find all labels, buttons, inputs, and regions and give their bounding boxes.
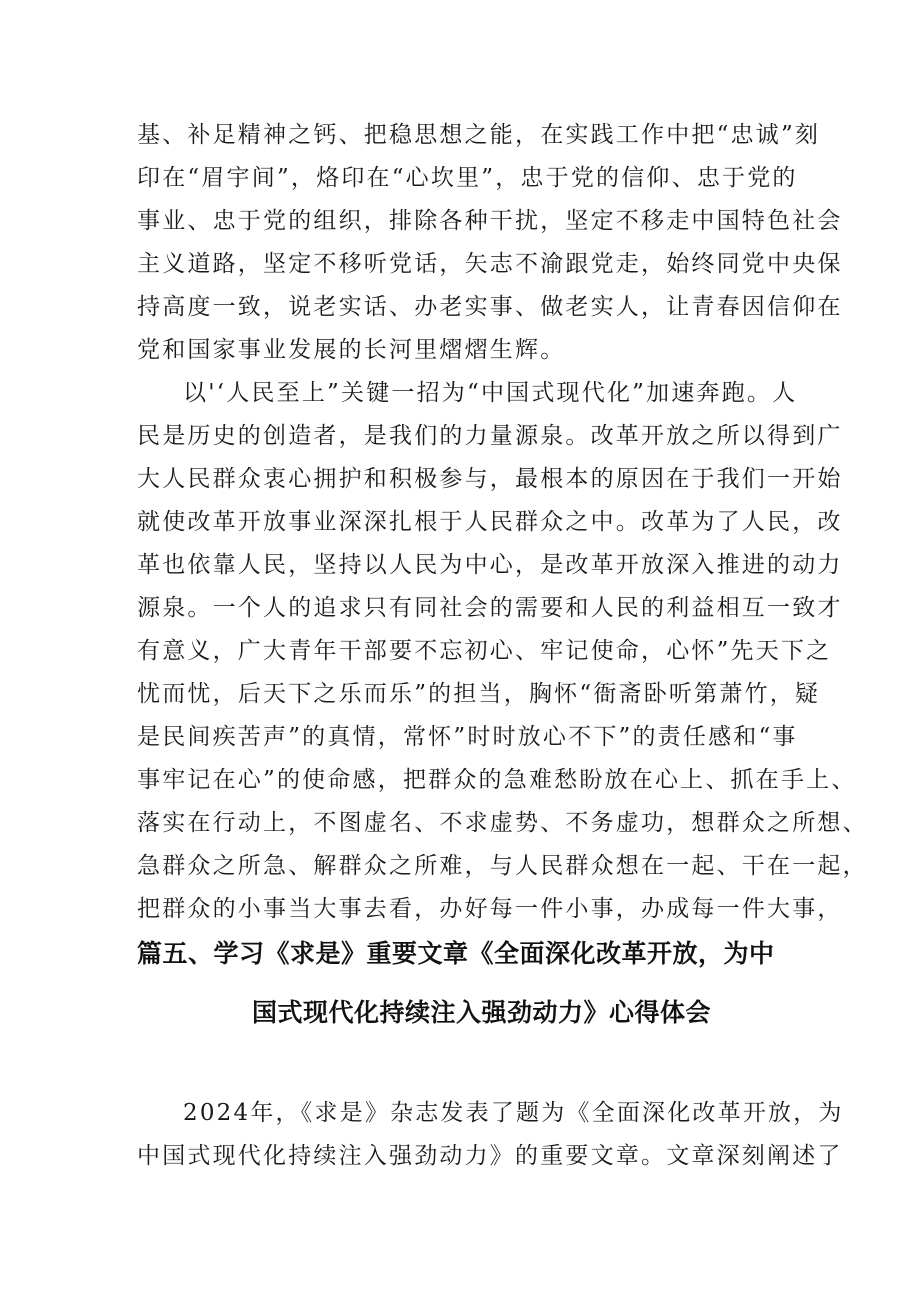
- paragraph-2-line-10: 事牢记在心”的使命感，把群众的急难愁盼放在心上、抓在手上、: [137, 767, 857, 793]
- paragraph-2-line-8: 忧而忧，后天下之乐而乐”的担当，胸怀“衙斋卧听第萧竹，疑: [137, 681, 821, 707]
- paragraph-2-line-13: 把群众的小事当大事去看，办好每一件小事，办成每一件大事，: [137, 896, 843, 922]
- section-heading-line-2: 国式现代化持续注入强劲动力》心得体会: [252, 998, 712, 1027]
- paragraph-2-line-7: 有意义，广大青年干部要不忘初心、牢记使命，心怀”先天下之: [137, 638, 832, 664]
- paragraph-1-line-2: 印在“眉宇间”，烙印在“心坎里”，忠于党的信仰、忠于党的: [137, 165, 798, 191]
- paragraph-2-line-5: 革也依靠人民，坚持以人民为中心，是改革开放深入推进的动力: [137, 552, 843, 578]
- paragraph-2-line-12: 急群众之所急、解群众之所难，与人民群众想在一起、干在一起，: [137, 853, 868, 879]
- paragraph-3-line-1: 2024年，《求是》杂志发表了题为《全面深化改革开放，为: [183, 1100, 844, 1126]
- paragraph-3-line-2: 中国式现代化持续注入强劲动力》的重要文章。文章深刻阐述了: [137, 1143, 843, 1169]
- paragraph-2-line-4: 就使改革开放事业深深扎根于人民群众之中。改革为了人民，改: [137, 509, 843, 535]
- paragraph-2-line-2: 民是历史的创造者，是我们的力量源泉。改革开放之所以得到广: [137, 423, 843, 449]
- paragraph-2-line-3: 大人民群众衷心拥护和积极参与，最根本的原因在于我们一开始: [137, 466, 843, 492]
- paragraph-1-line-1: 基、补足精神之钙、把稳思想之能，在实践工作中把“忠诚”刻: [137, 122, 821, 148]
- paragraph-1-line-3: 事业、忠于党的组织，排除各种干扰，坚定不移走中国特色社会: [137, 208, 843, 234]
- paragraph-2-line-6: 源泉。一个人的追求只有同社会的需要和人民的利益相互一致才: [137, 595, 843, 621]
- paragraph-2-line-1: 以'‘人民至上”关键一招为“中国式现代化”加速奔跑。人: [183, 380, 798, 406]
- paragraph-1-line-4: 主义道路，坚定不移听党话，矢志不渝跟党走，始终同党中央保: [137, 251, 843, 277]
- section-heading-line-1: 篇五、学习《求是》重要文章《全面深化改革开放，为中: [137, 939, 775, 968]
- paragraph-2-line-9: 是民间疾苦声”的真情，常怀”时时放心不下”的责任感和“事: [137, 724, 798, 750]
- paragraph-2-line-11: 落实在行动上，不图虚名、不求虚势、不务虚功，想群众之所想、: [137, 810, 868, 836]
- paragraph-1-line-6: 党和国家事业发展的长河里熠熠生辉。: [137, 337, 566, 363]
- paragraph-1-line-5: 持高度一致，说老实话、办老实事、做老实人，让青春因信仰在: [137, 294, 843, 320]
